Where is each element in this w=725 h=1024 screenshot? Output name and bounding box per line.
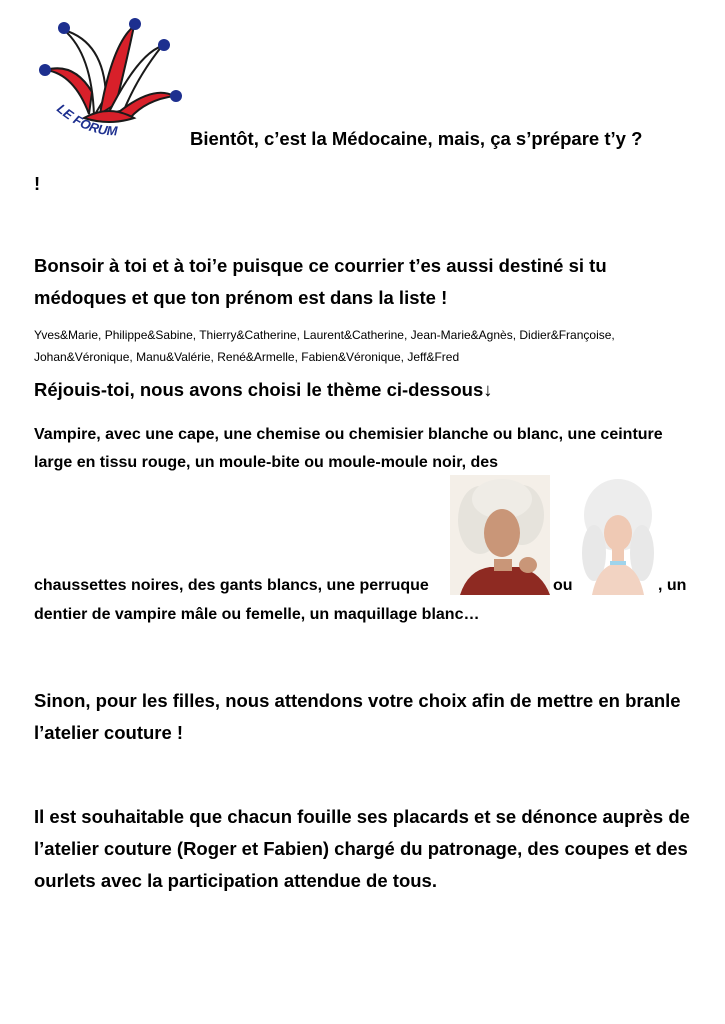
names-list: Yves&Marie, Philippe&Sabine, Thierry&Catherine, Laurent&Catherine, Jean-Marie&Agnès, Didier&Françoise, Johan&Véronique, Manu&Valérie, René&Armelle, Fabien&Véronique, Jeff&Fred [34, 328, 615, 364]
male-wig-photo [450, 475, 550, 595]
paragraph-souhait: Il est souhaitable que chacun fouille ses placards et se dénonce auprès de l’atelier couture (Roger et Fabien) chargé du patronage, des coupes et des ourlets avec la participation attendue de tous. [34, 806, 690, 891]
title-continuation: ! [34, 173, 41, 194]
theme-description-line: chaussettes noires, des gants blancs, une perruque [34, 577, 429, 594]
logo-text: LE FORUM [54, 100, 118, 139]
theme-description-suffix: , un [658, 577, 687, 594]
theme-description-end: dentier de vampire mâle ou femelle, un maquillage blanc… [34, 606, 480, 623]
theme-description: Vampire, avec une cape, une chemise ou chemisier blanche ou blanc, une ceinture large en tissu rouge, un moule-bite ou moule-moule noir, des [34, 426, 663, 471]
paragraph-sinon: Sinon, pour les filles, nous attendons votre choix afin de mettre en branle l’atelier couture ! [34, 690, 681, 743]
intro-paragraph: Bonsoir à toi et à toi’e puisque ce courrier t’es aussi destiné si tu médoques et que ton prénom est dans la liste ! [34, 255, 607, 308]
jester-hat-logo [34, 14, 184, 146]
page-title: Bientôt, c’est la Médocaine, mais, ça s’prépare t’y ? [190, 128, 643, 149]
female-wig-photo [578, 475, 658, 595]
theme-heading: Réjouis-toi, nous avons choisi le thème ci-dessous↓ [34, 379, 493, 400]
or-text: ou [553, 577, 573, 594]
